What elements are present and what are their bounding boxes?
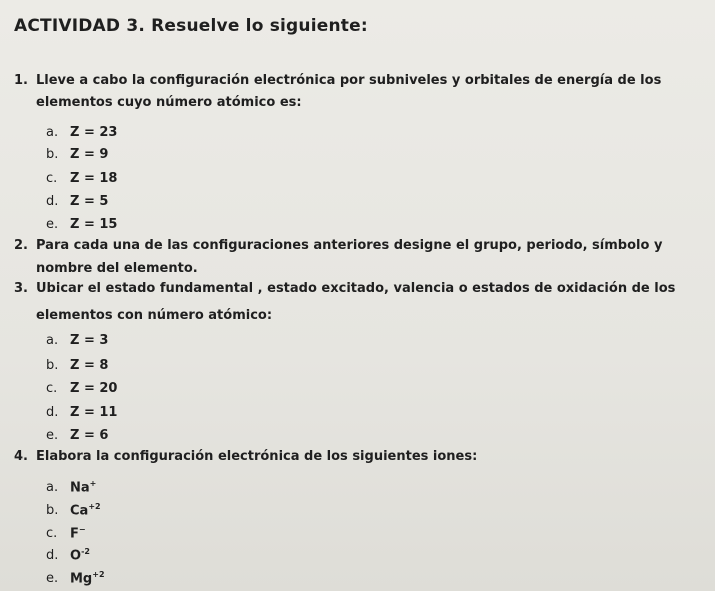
list-item: e. Z = 15: [46, 217, 118, 232]
question-text: Lleve a cabo la configuración electrónica por subniveles y orbitales de energía de los: [36, 73, 662, 88]
question-number: 1.: [14, 73, 28, 88]
question-1-continuation: elementos cuyo número atómico es:: [36, 95, 302, 110]
list-item: b. $Ca^{+2}$: [46, 502, 101, 519]
list-item: c. F−: [46, 525, 86, 542]
question-3-continuation: elementos con número atómico:: [36, 308, 273, 323]
list-item: a. Z = 23: [46, 125, 118, 140]
question-2-continuation: nombre del elemento.: [36, 261, 198, 276]
list-item: b. Z = 8: [46, 358, 109, 373]
list-item: a. Na+: [46, 479, 97, 496]
list-item: a. Z = 3: [46, 333, 109, 348]
list-item: c. Z = 20: [46, 381, 118, 396]
question-text: Ubicar el estado fundamental , estado excitado, valencia o estados de oxidación de los: [36, 281, 676, 296]
question-3: [14, 278, 675, 300]
list-item: d. Z = 11: [46, 405, 118, 420]
question-text: Para cada una de las configuraciones anteriores designe el grupo, periodo, símbolo y: [36, 238, 663, 253]
list-item: d. Z = 5: [46, 194, 109, 209]
list-item: e. $Mg^{+2}$: [46, 570, 105, 587]
question-number: 3.: [14, 281, 28, 296]
question-1: [14, 70, 661, 92]
list-item: d. $O^{-2}$: [46, 547, 90, 564]
question-number: 4.: [14, 449, 28, 464]
question-4: [14, 446, 477, 468]
question-text: Elabora la configuración electrónica de los siguientes iones:: [36, 449, 478, 464]
list-item: c. Z = 18: [46, 171, 118, 186]
list-item: b. Z = 9: [46, 147, 109, 162]
list-item: e. Z = 6: [46, 428, 109, 443]
activity-title: ACTIVIDAD 3. Resuelve lo siguiente:: [14, 16, 368, 36]
question-2: [14, 235, 662, 257]
question-number: 2.: [14, 238, 28, 253]
